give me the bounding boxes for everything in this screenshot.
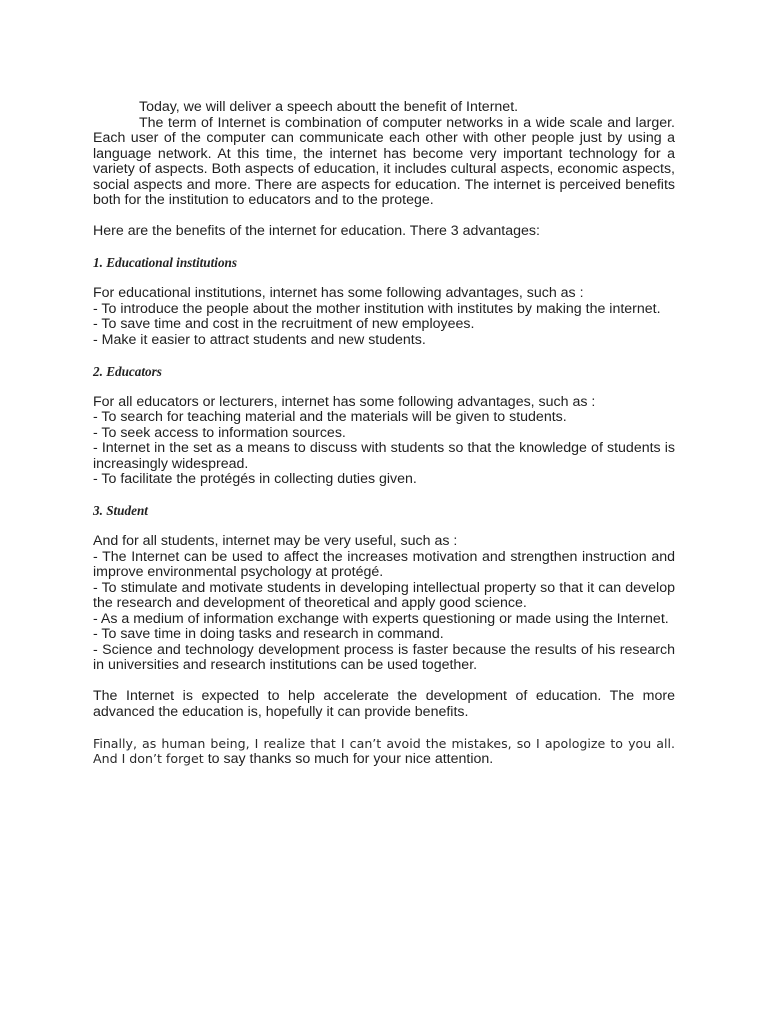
intro-paragraph: The term of Internet is combination of computer networks in a wide scale and larger. Each user of the computer can communicate each other with other people just by using a language network. At this time, the internet has become very important technology for a variety of aspects. Both aspects of education, it includes cultural aspects, economic aspects, social aspects and more. There are aspects for education. The internet is perceived benefits both for the institution to educators and to the protege. (93, 114, 675, 208)
list-item: - Make it easier to attract students and new students. (93, 331, 426, 348)
list-item: - Science and technology development process is faster because the results of his research in universities and research institutions can be used together. (93, 641, 675, 673)
spacer (93, 348, 675, 364)
list-item: - To search for teaching material and the materials will be given to students. (93, 409, 567, 425)
section-lead-educators: For all educators or lecturers, internet has some following advantages, such as : (93, 393, 596, 410)
list-item: - To save time and cost in the recruitment of new employees. (93, 316, 475, 332)
spacer (93, 379, 675, 395)
spacer (93, 519, 675, 535)
section-heading-institutions: 1. Educational institutions (93, 255, 238, 270)
spacer (93, 240, 675, 256)
list-item: - The Internet can be used to affect the increases motivation and strengthen instruction and improve environmental psychology at protégé. (93, 548, 675, 580)
list-item: - To stimulate and motivate students in developing intellectual property so that it can develop the research and development of theoretical and apply good science. (93, 579, 675, 611)
closing-text-part-1: Finally, as human being, I realize that I can’t avoid the mistakes, so I apologize to you all. And I don’t forget (93, 735, 675, 766)
spacer (93, 720, 675, 736)
conclusion-paragraph: The Internet is expected to help accelerate the development of education. The more advanced the education is, hopefully it can provide benefits. (93, 688, 675, 720)
list-item: - Internet in the set as a means to discuss with students so that the knowledge of students is increasingly widespread. (93, 440, 675, 472)
list-item: - To facilitate the protégés in collecting duties given. (93, 471, 417, 487)
closing-paragraph (93, 736, 675, 768)
intro-line-1: Today, we will deliver a speech aboutt the benefit of Internet. (139, 99, 519, 115)
section-heading-educators: 2. Educators (93, 363, 162, 379)
spacer (93, 488, 675, 504)
section-lead-student: And for all students, internet may be very useful, such as : (93, 533, 458, 549)
list-item: - As a medium of information exchange with experts questioning or made using the Internet. (93, 610, 669, 627)
list-item: - To introduce the people about the mother institution with institutes by making the internet. (93, 300, 661, 317)
list-item: - To seek access to information sources. (93, 424, 346, 441)
spacer (93, 674, 675, 690)
section-lead-institutions: For educational institutions, internet has some following advantages, such as : (93, 285, 584, 301)
closing-text-part-2: to say thanks so much for your nice attention. (207, 751, 494, 767)
spacer (93, 209, 675, 225)
section-heading-student: 3. Student (93, 503, 148, 518)
document-page (93, 100, 675, 768)
list-item: - To save time in doing tasks and research in command. (93, 626, 444, 642)
spacer (93, 271, 675, 287)
benefits-intro: Here are the benefits of the internet for education. There 3 advantages: (93, 223, 540, 239)
